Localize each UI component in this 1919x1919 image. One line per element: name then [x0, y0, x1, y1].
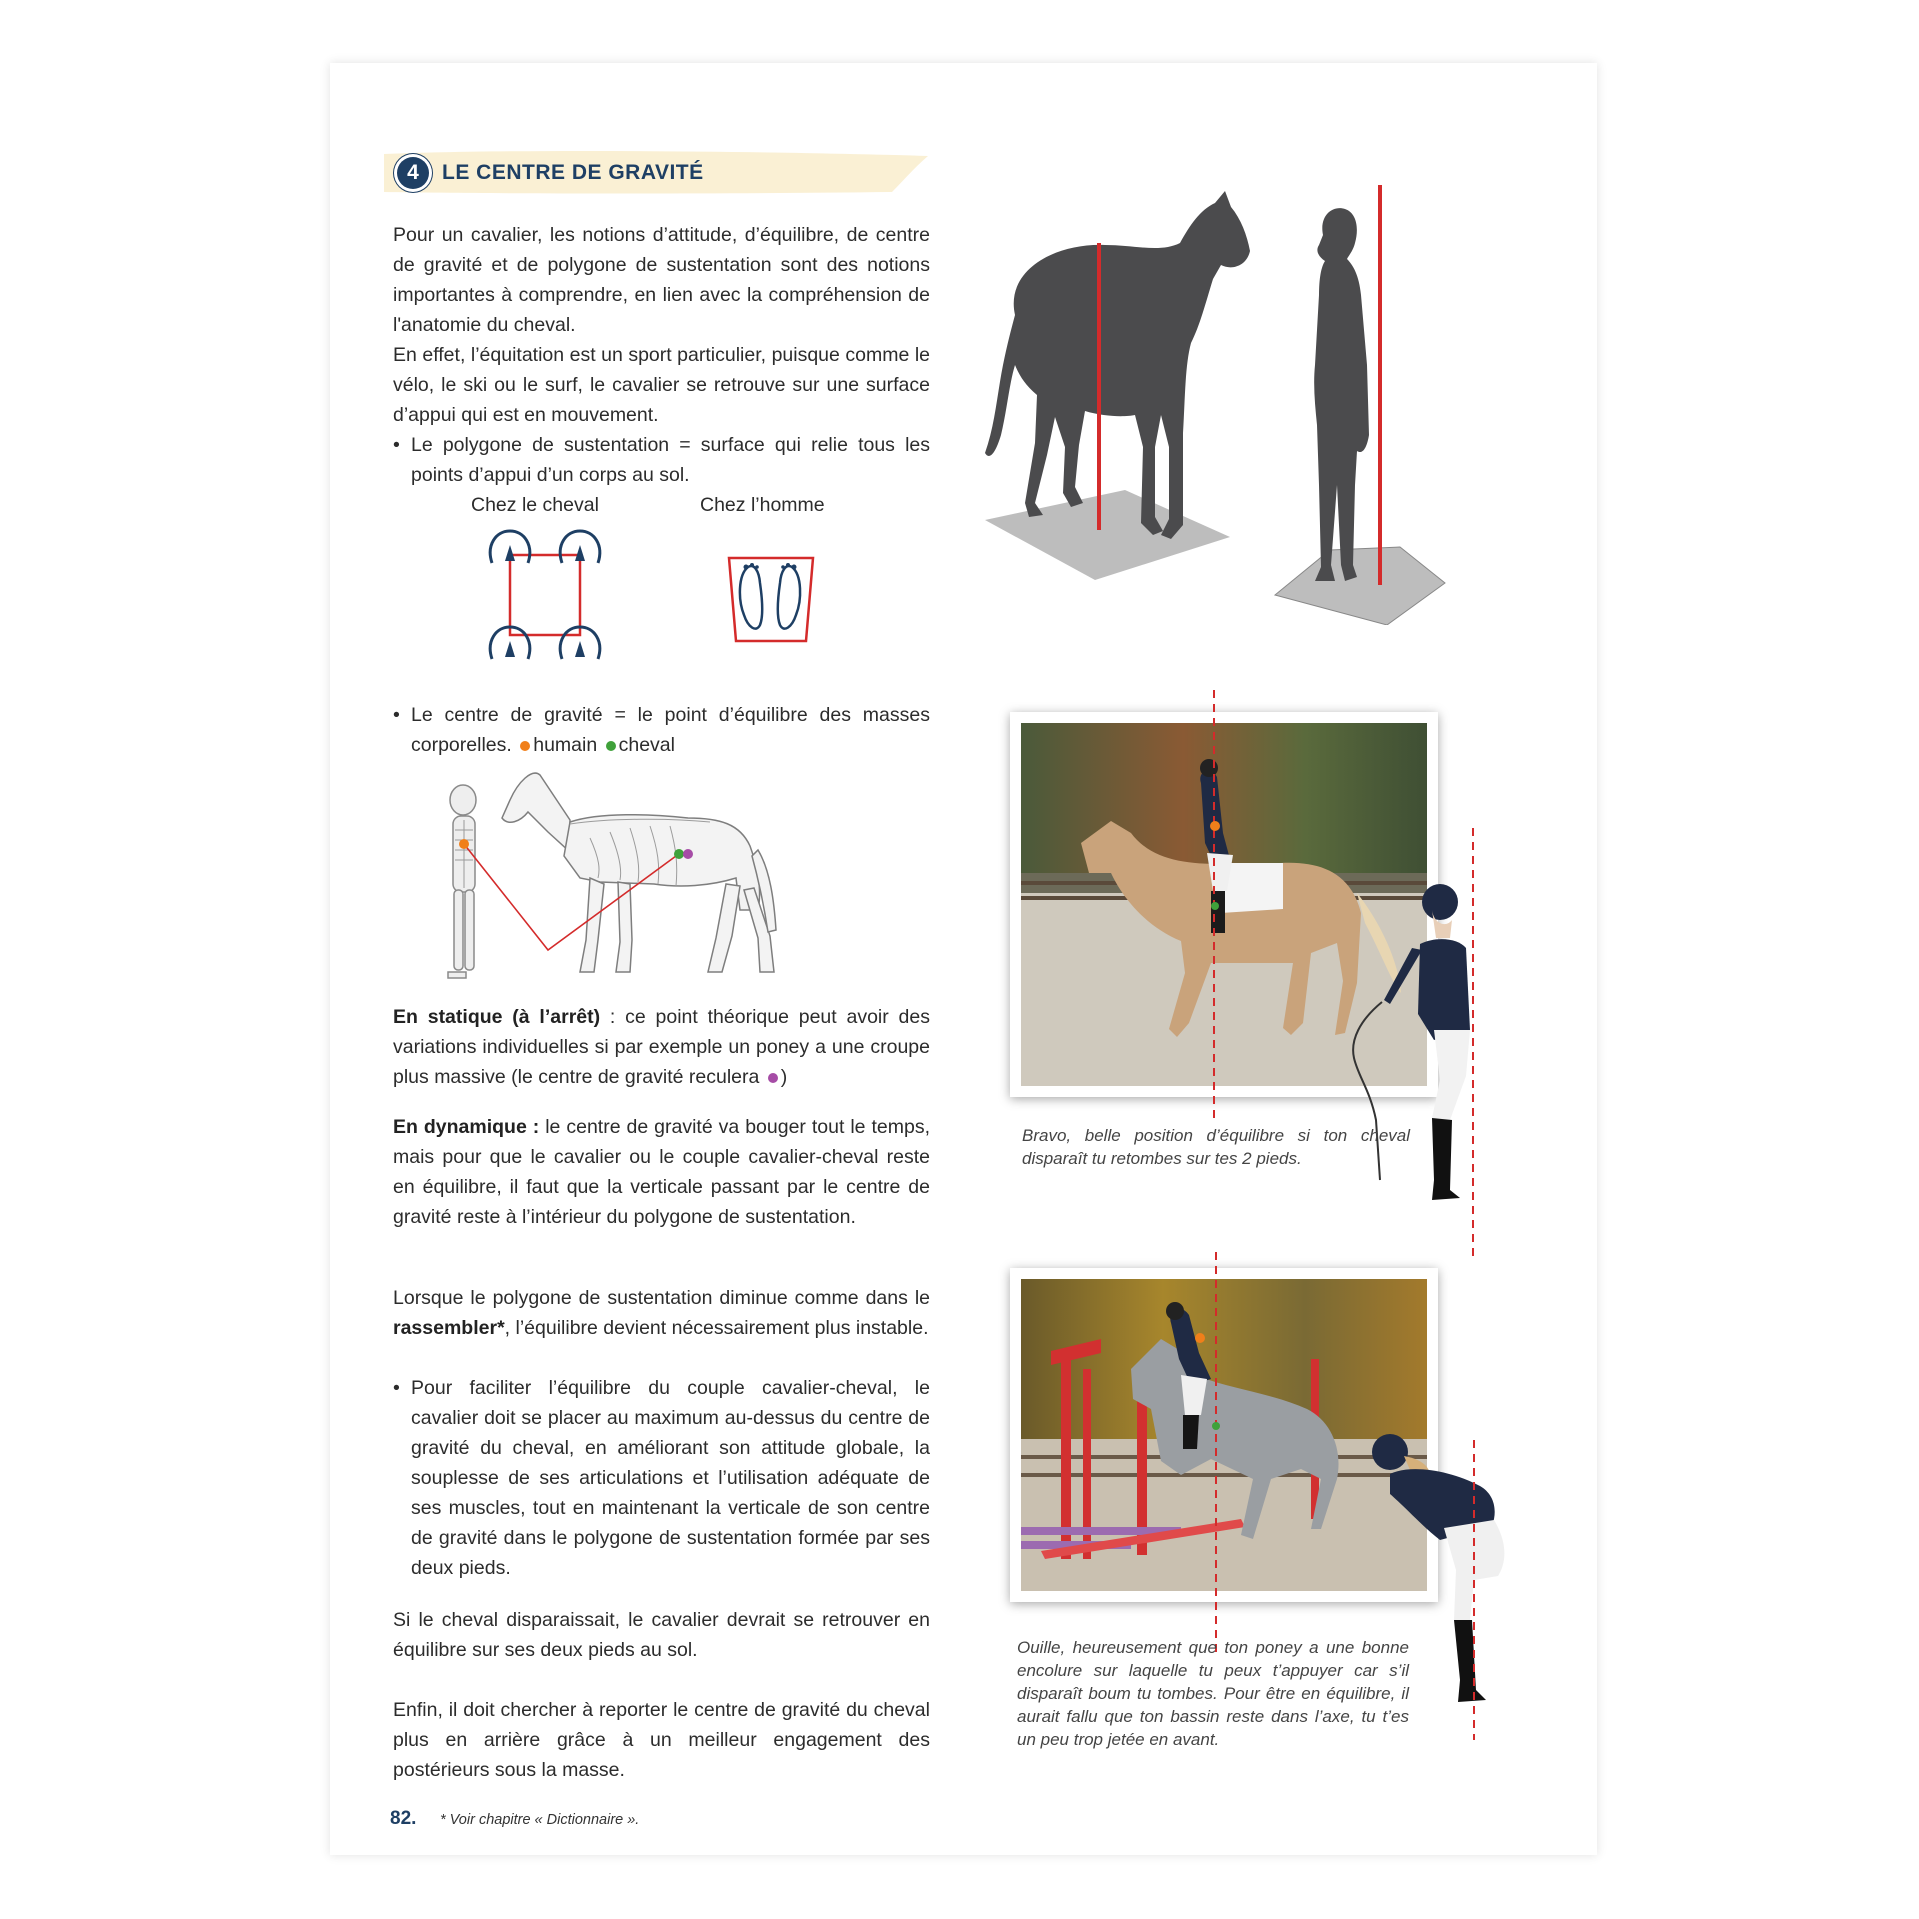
orange-dot-icon: [520, 741, 530, 751]
gravity-dots-photo-1: [1205, 780, 1225, 910]
horse-polygon-label: Chez le cheval: [471, 494, 599, 516]
static-end: ): [780, 1066, 788, 1088]
dashed-line-2b: [1472, 1440, 1476, 1740]
human-polygon-label: Chez l’homme: [700, 494, 825, 516]
rassembler-paragraph: [393, 1283, 930, 1343]
green-dot-icon: [606, 741, 616, 751]
rassembler-term: rassembler*: [393, 1317, 505, 1339]
dynamic-paragraph: [393, 1112, 930, 1232]
caption-photo-2: Ouille, heureusement que ton poney a une bonne encolure sur laquelle tu peux t’appuyer car s’il disparaît boum tu tombes. Pour être en équilibre, il aurait fallu que ton bassin reste dans l’axe, tu t’es un peu trop jetée en avant.: [1017, 1638, 1409, 1749]
dynamic-label: En dynamique :: [393, 1116, 540, 1138]
human-polygon-diagram: [726, 555, 816, 645]
gravity-bullet: [393, 700, 930, 760]
dashed-line-1b: [1471, 828, 1475, 1260]
section-title: LE CENTRE DE GRAVITÉ: [442, 161, 704, 184]
intro-paragraph-1: Pour un cavalier, les notions d’attitude, d’équilibre, de centre de gravité et de polygone de sustentation sont des notions importantes à comprendre, en lien avec la compréhension de l'anatomie du cheval.: [393, 224, 930, 336]
horse-human-silhouettes: [985, 185, 1460, 625]
dynamic-text: le centre de gravité va bouger tout le temps, mais pour que le cavalier ou le couple cavalier-cheval reste en équilibre, il faut que la verticale passant par le centre de gravité reste à l’intérieur du polygone de sustentation.: [393, 1116, 930, 1228]
facilitate-bullet: • Pour faciliter l’équilibre du couple cavalier-cheval, le cavalier doit se placer au maximum au-dessus du centre de gravité du cheval, en améliorant son attitude globale, la souplesse de ses articulations et l’utilisation adéquate de ses muscles, tout en maintenant la verticale de son centre de gravité dans le polygone de sustentation formée par ses deux pieds.: [393, 1373, 930, 1583]
jumping-photo-2: [1021, 1279, 1427, 1591]
polygon-bullet: • Le polygone de sustentation = surface qui relie tous les points d’appui d’un corps au sol.: [393, 430, 930, 490]
section-number: 4: [397, 157, 429, 189]
static-text: : ce point théorique peut avoir des variations individuelles si par exemple un poney a une croupe plus massive (le centre de gravité reculera: [393, 1006, 930, 1088]
footnote: * Voir chapitre « Dictionnaire ».: [440, 1812, 640, 1828]
caption-photo-1: Bravo, belle position d’équilibre si ton cheval disparaît tu retombes sur tes 2 pieds.: [1022, 1126, 1410, 1168]
gravity-bullet-text: Le centre de gravité = le point d’équilibre des masses corporelles.: [411, 704, 930, 756]
purple-dot-icon: [768, 1073, 778, 1083]
legend-horse: cheval: [618, 734, 675, 756]
gravity-dots-photo-2: [1192, 1320, 1222, 1440]
dashed-line-2a: [1214, 1252, 1218, 1652]
disappear-paragraph: Si le cheval disparaissait, le cavalier devrait se retrouver en équilibre sur ses deux pieds au sol.: [393, 1609, 930, 1661]
static-paragraph: [393, 1002, 930, 1092]
legend-human: humain: [533, 734, 598, 756]
rassembler-before: Lorsque le polygone de sustentation diminue comme dans le: [393, 1287, 930, 1309]
rassembler-after: , l’équilibre devient nécessairement plus instable.: [504, 1317, 929, 1339]
page-number: 82.: [390, 1808, 417, 1829]
finally-paragraph: Enfin, il doit chercher à reporter le centre de gravité du cheval plus en arrière grâce à un meilleur engagement des postérieurs sous la masse.: [393, 1699, 930, 1781]
horse-polygon-diagram: [482, 525, 607, 665]
skeleton-illustration: [440, 760, 820, 982]
static-label: En statique (à l’arrêt): [393, 1006, 601, 1028]
intro-paragraph-2: En effet, l’équitation est un sport particulier, puisque comme le vélo, le ski ou le surf, le cavalier se retrouve sur une surface d’appui qui est en mouvement.: [393, 344, 930, 426]
